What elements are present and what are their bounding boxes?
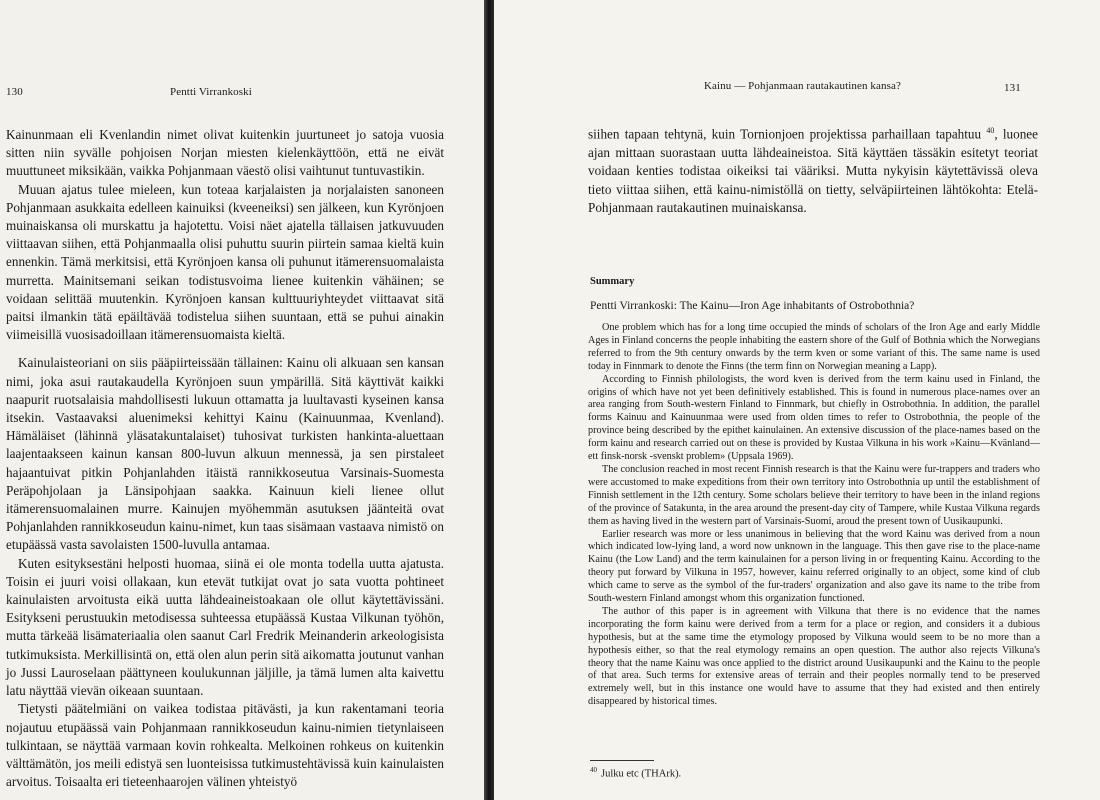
left-page-number: 130 <box>6 86 23 98</box>
summary-body <box>588 322 1040 709</box>
right-top-paragraph <box>588 122 1038 217</box>
left-page <box>0 0 484 800</box>
right-page <box>494 0 1100 800</box>
right-top-text-part1: siihen tapaan tehtynä, kuin Tornionjoen projektissa parhaillaan tapahtuu <box>588 126 982 142</box>
summary-heading: Summary <box>590 276 635 287</box>
footnote-text: Julku etc (THArk). <box>601 768 682 780</box>
footnote-number: 40 <box>590 766 597 774</box>
right-page-number: 131 <box>1004 82 1021 94</box>
left-paragraph-3: Kainulaisteoriani on siis pääpiirteissään tällainen: Kainu oli alkuaan sen kansan nimi, joka asui rautakaudella Kyrönjoen suun ympärillä. Sitä käyttivät kaikki naapurit ruotsalaisia mahdollisesti lukuun ottamatta ja luultavasti kyseinen kansa itsekin. Vastaavaksi aluenimeksi kehittyi Kainu (Kainuunmaa, Kvenland). Hämäläiset (lähinnä yläsatakuntalaiset) tuhosivat turkisten hankinta-aluettaan laajentaakseen kainun kansan 800-luvun alkuun mennessä, ja sen pirstaleet hajaantuivat pitkin Pohjanlahden itäistä rannikkoseutua Varsinais-Suomesta Peräpohjolaan ja Länsipohjaan saakka. Kainuun kieli lienee ollut itämerensuomalainen murre. Kainujen myöhemmän asutuksen jäänteitä ovat Pohjanlahden rannikkoseudun kainu-nimet, kun taas sisämaan vastaava nimistö on etupäässä vasta savolaisten 1500-luvulla antamaa. <box>6 355 444 553</box>
left-running-head: Pentti Virrankoski <box>170 86 252 98</box>
right-running-head: Kainu — Pohjanmaan rautakautinen kansa? <box>704 80 901 92</box>
summary-paragraph-5: The author of this paper is in agreement with Vilkuna that there is no evidence that the names incorporating the form kainu were derived from a term for a place or region, and considers it a dubious hypothesis, but at the same time the etymology proposed by Vilkuna would seem to be no more than a hypothesis either, so that the real etymology remains an open question. The author also rejects Vilkuna's theory that the name Kainu was once applied to the district around Uusikaupunki and the Kainu to the people of that area. Such terms for extensive areas of terrain and their peoples normally tend to be preserved extremely well, but in this instance one would have to assume that they had existed and then entirely disappeared by historical times. <box>588 605 1040 708</box>
right-top-text-part2: , luonee ajan mittaan suorastaan uutta lähdeaineistoa. Sitä käyttäen tässäkin esitetyt teoriat voidaan kenties todistaa oikeiksi tai vääriksi. Mutta nykyisin käytettävissä oleva tieto viittaa siihen, että kainu-nimistöllä on tietty, selväpiirteinen lähtökohta: Etelä-Pohjanmaan rautakautinen muinaiskansa. <box>588 126 1039 216</box>
left-paragraph-4: Kuten esityksestäni helposti huomaa, siinä ei ole monta todella uutta ajatusta. Toisin ei juuri voisi ollakaan, kun etevät tutkijat ovat jo sata vuotta pohtineet kainulaisten arvoitusta eikä uutta lähdeaineistoakaan ole ollut käytettävissäni. Esitykseni perustuukin metodisessa suhteessa etupäässä Kustaa Vilkunan työhön, mutta tärkeää lisämateriaalia olen saanut Carl Fredrik Meinanderin arkeologisista tutkimuksista. Merkillisintä on, että olen alun perin sitä aikomatta joutunut vanhan jo Jussi Lauroselaan päättyneen koulukunnan jäljille, ja tämä lumen alta kaivettu latu näyttää vievän oikeaan suuntaan. <box>6 555 444 699</box>
book-gutter <box>484 0 494 800</box>
footnote-rule <box>590 760 654 761</box>
summary-paragraph-3: The conclusion reached in most recent Finnish research is that the Kainu were fur-trappers and traders who were accustomed to make expeditions from their own territory into Ostrobothnia up until the establishment of Finnish settlement in the 12th century. Some scholars believe their territory to have been in the inland regions of the province of Satakunta, in the area around the present-day city of Tampere, while Kustaa Vilkuna regards them as having lived in the western part of Varsinais-Suomi, aroud the present town of Uusikaupunki. <box>588 463 1040 527</box>
left-paragraph-5: Tietysti päätelmiäni on vaikea todistaa pitävästi, ja kun rakentamani teoria nojautuu etupäässä vain Pohjanmaan rannikkoseudun kainu-nimien tietynlaiseen tulkintaan, se näyttää varmaan kovin rohkealta. Melkoinen rohkeus on kuitenkin välttämätön, jos meili edistyä sen luonteisissa tutkimustehtävissä kuin kainulaisten arvoitus. Toisaalta eri tieteenhaarojen välinen yhteistyö <box>6 701 444 790</box>
summary-subtitle: Pentti Virrankoski: The Kainu—Iron Age inhabitants of Ostrobothnia? <box>590 300 915 312</box>
left-paragraph-1: Kainunmaan eli Kvenlandin nimet olivat kuitenkin juurtuneet jo satoja vuosia sitten niin syvälle pohjoisen Norjan miesten kielenkäyttöön, että ne eivät muuttuneet miksikään, vaikka Pohjanmaan väestö olisi vaihtunut tuntuvastikin. <box>6 127 444 179</box>
footnote <box>590 766 681 780</box>
left-body-text <box>6 126 444 791</box>
summary-paragraph-4: Earlier research was more or less unanimous in believing that the word Kainu was derived from a noun which indicated low-lying land, a word now unknown in the language. This then gave rise to the place-name Kainu (the Low Land) and the term kainulainen for a person living in or frequenting Kainu. According to the theory put forward by Vilkuna in 1957, however, kainu referred originally to an object, some kind of club which came to serve as the symbol of the fur-traders' organization and also gave its name to the tribe from South-western Finland amongst whom this organization functioned. <box>588 528 1040 605</box>
summary-paragraph-1: One problem which has for a long time occupied the minds of scholars of the Iron Age and early Middle Ages in Finland concerns the people inhabiting the eastern shore of the Gulf of Bothnia which the Norwegians referred to from the 9th century onwards by the term kven or some variant of this. The same name is used today in Finnmark to denote the Finns (the term finn on Norwegian meaning a Lapp). <box>588 322 1040 372</box>
summary-paragraph-2: According to Finnish philologists, the word kven is derived from the term kainu used in Finland, the origins of which have not yet been definitively established. This is found in numerous place-names over an area ranging from South-western Finland to Finnmark, but chiefly in Ostrobothnia. In addition, the parallel forms Kainuu and Kainuunmaa were used from olden times to refer to Ostrobothnia, the people of the province being described by the epithet kainulainen. An extensive discussion of the place-names based on the form kainu and research carried out on these is provided by Kustaa Vilkuna in his work »Kainu—Kvänland—ett finsk-norsk -svenskt problem» (Uppsala 1969). <box>588 373 1040 463</box>
footnote-reference: 40 <box>986 126 995 135</box>
left-paragraph-2: Muuan ajatus tulee mieleen, kun toteaa karjalaisten ja norjalaisten sanoneen Pohjanmaan asukkaita edelleen kainuiksi (kveeneiksi) sen jälkeen, kun Kyrönjoen muinaiskansa oli murskattu ja hajotettu. Voisi näet ajatella tällaisen jatkuvuuden viittaavan siihen, että Pohjanmaalla olisi puhuttu suurin piirtein samaa kieltä kuin ennenkin. Tämä merkitsisi, että Kyrönjoen kansa oli puhunut itämerensuomalaista murretta. Mainitsemani seikan todistusvoima lienee kuitenkin vähäinen; se voidaan selittää muutenkin. Kyrönjoen kansan kulttuuriyhteydet viittaavat sitä paitsi ilmankin tätä epäiltävää todistelua siihen suuntaan, että se puhui ainakin viimeisillä vuosisadoillaan itämerensuomaista kieltä. <box>6 181 444 343</box>
